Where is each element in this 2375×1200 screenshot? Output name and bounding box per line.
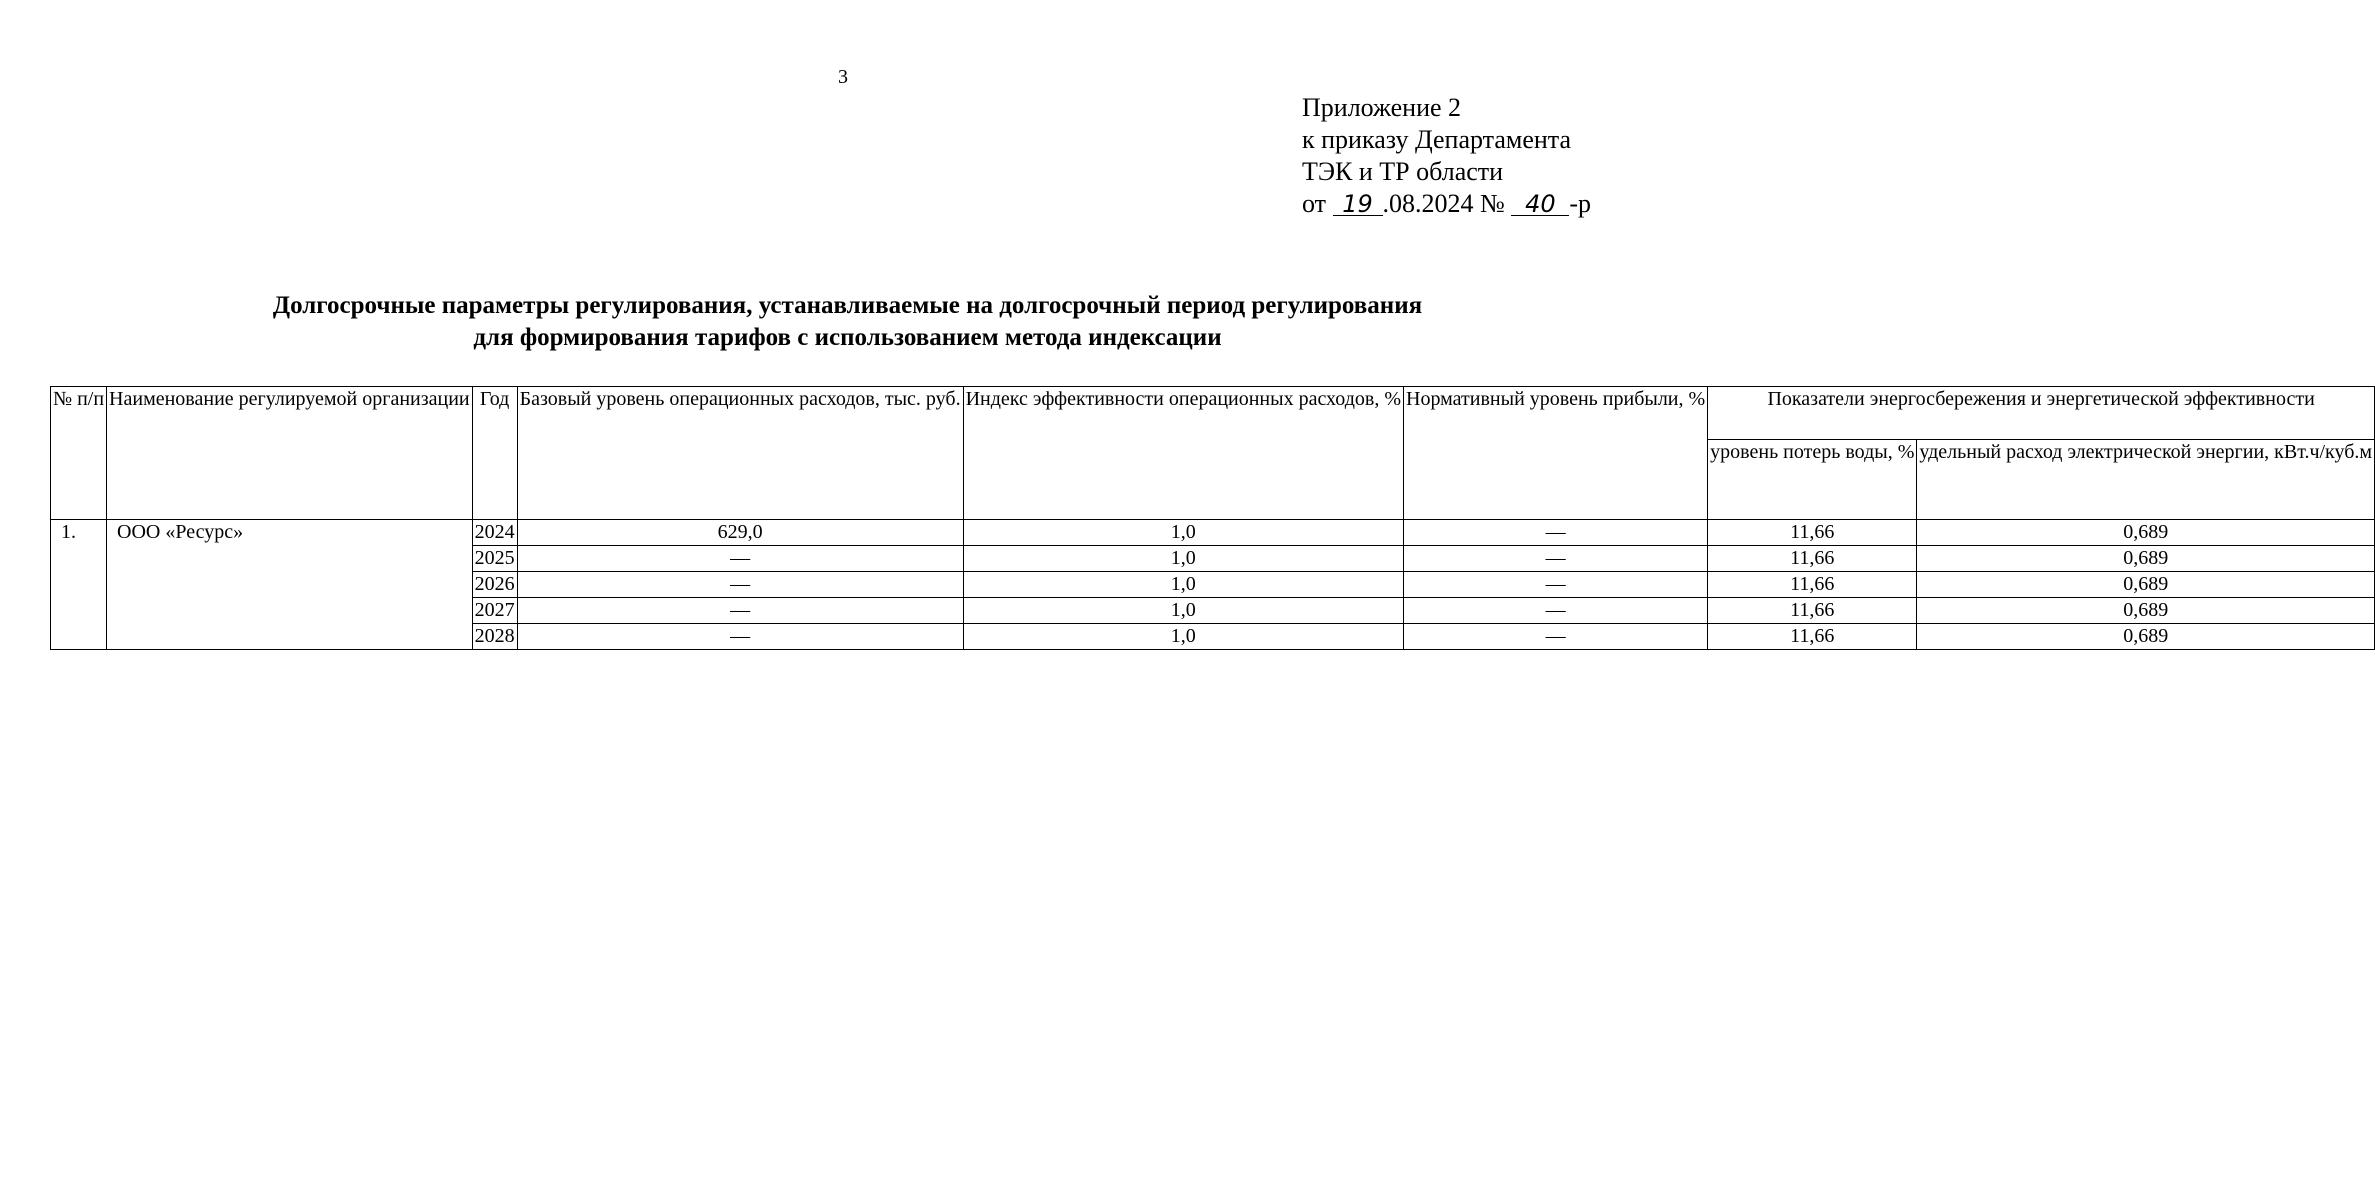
cell-base-level: —: [517, 598, 963, 624]
cell-year: 2025: [472, 546, 517, 572]
page-number: 3: [838, 66, 848, 88]
cell-profit-level: —: [1404, 624, 1708, 650]
entry-number: 1.: [51, 520, 107, 650]
cell-electricity: 0,689: [1917, 546, 2375, 572]
cell-water-loss: 11,66: [1708, 598, 1917, 624]
cell-profit-level: —: [1404, 572, 1708, 598]
handwritten-day: 19: [1333, 193, 1383, 216]
cell-water-loss: 11,66: [1708, 546, 1917, 572]
cell-base-level: —: [517, 624, 963, 650]
cell-year: 2026: [472, 572, 517, 598]
cell-year: 2024: [472, 520, 517, 546]
cell-water-loss: 11,66: [1708, 572, 1917, 598]
appendix-date-line: [1302, 188, 1591, 220]
title-line-2: для формирования тарифов с использованием метода индексации: [473, 324, 1222, 351]
cell-efficiency-index: 1,0: [963, 546, 1403, 572]
cell-base-level: 629,0: [517, 520, 963, 546]
header-water-loss: уровень потерь воды, %: [1708, 440, 1917, 520]
cell-electricity: 0,689: [1917, 624, 2375, 650]
header-profit-level: Нормативный уровень прибыли, %: [1404, 387, 1708, 520]
header-year: Год: [472, 387, 517, 520]
header-number: № п/п: [51, 387, 107, 520]
cell-electricity: 0,689: [1917, 598, 2375, 624]
header-efficiency-index: Индекс эффективности операционных расходов, %: [963, 387, 1403, 520]
appendix-line-1: Приложение 2: [1302, 93, 1462, 122]
cell-profit-level: —: [1404, 546, 1708, 572]
cell-electricity: 0,689: [1917, 520, 2375, 546]
cell-efficiency-index: 1,0: [963, 624, 1403, 650]
date-rest: .08.2024 №: [1382, 189, 1512, 218]
appendix-block: [1302, 92, 1591, 220]
header-organization: Наименование регулируемой организации: [107, 387, 473, 520]
header-base-level: Базовый уровень операционных расходов, тыс. руб.: [517, 387, 963, 520]
date-prefix: от: [1302, 189, 1333, 218]
organization-name: ООО «Ресурс»: [107, 520, 473, 650]
cell-efficiency-index: 1,0: [963, 598, 1403, 624]
title-line-1: Долгосрочные параметры регулирования, устанавливаемые на долгосрочный период регулирования: [272, 292, 1423, 319]
cell-efficiency-index: 1,0: [963, 520, 1403, 546]
appendix-line-2: к приказу Департамента: [1302, 125, 1572, 154]
cell-year: 2027: [472, 598, 517, 624]
table-row: [51, 520, 2375, 546]
cell-profit-level: —: [1404, 598, 1708, 624]
appendix-line-3: ТЭК и ТР области: [1302, 157, 1504, 186]
regulation-parameters-table: [50, 386, 2375, 650]
cell-base-level: —: [517, 546, 963, 572]
cell-water-loss: 11,66: [1708, 520, 1917, 546]
cell-profit-level: —: [1404, 520, 1708, 546]
cell-year: 2028: [472, 624, 517, 650]
order-suffix: -р: [1569, 189, 1592, 218]
cell-efficiency-index: 1,0: [963, 572, 1403, 598]
header-energy-group: Показатели энергосбережения и энергетической эффективности: [1708, 387, 2375, 440]
cell-base-level: —: [517, 572, 963, 598]
cell-electricity: 0,689: [1917, 572, 2375, 598]
cell-water-loss: 11,66: [1708, 624, 1917, 650]
header-electricity: удельный расход электрической энергии, кВт.ч/куб.м: [1917, 440, 2375, 520]
document-title: [40, 290, 1655, 354]
handwritten-order-number: 40: [1511, 193, 1569, 216]
